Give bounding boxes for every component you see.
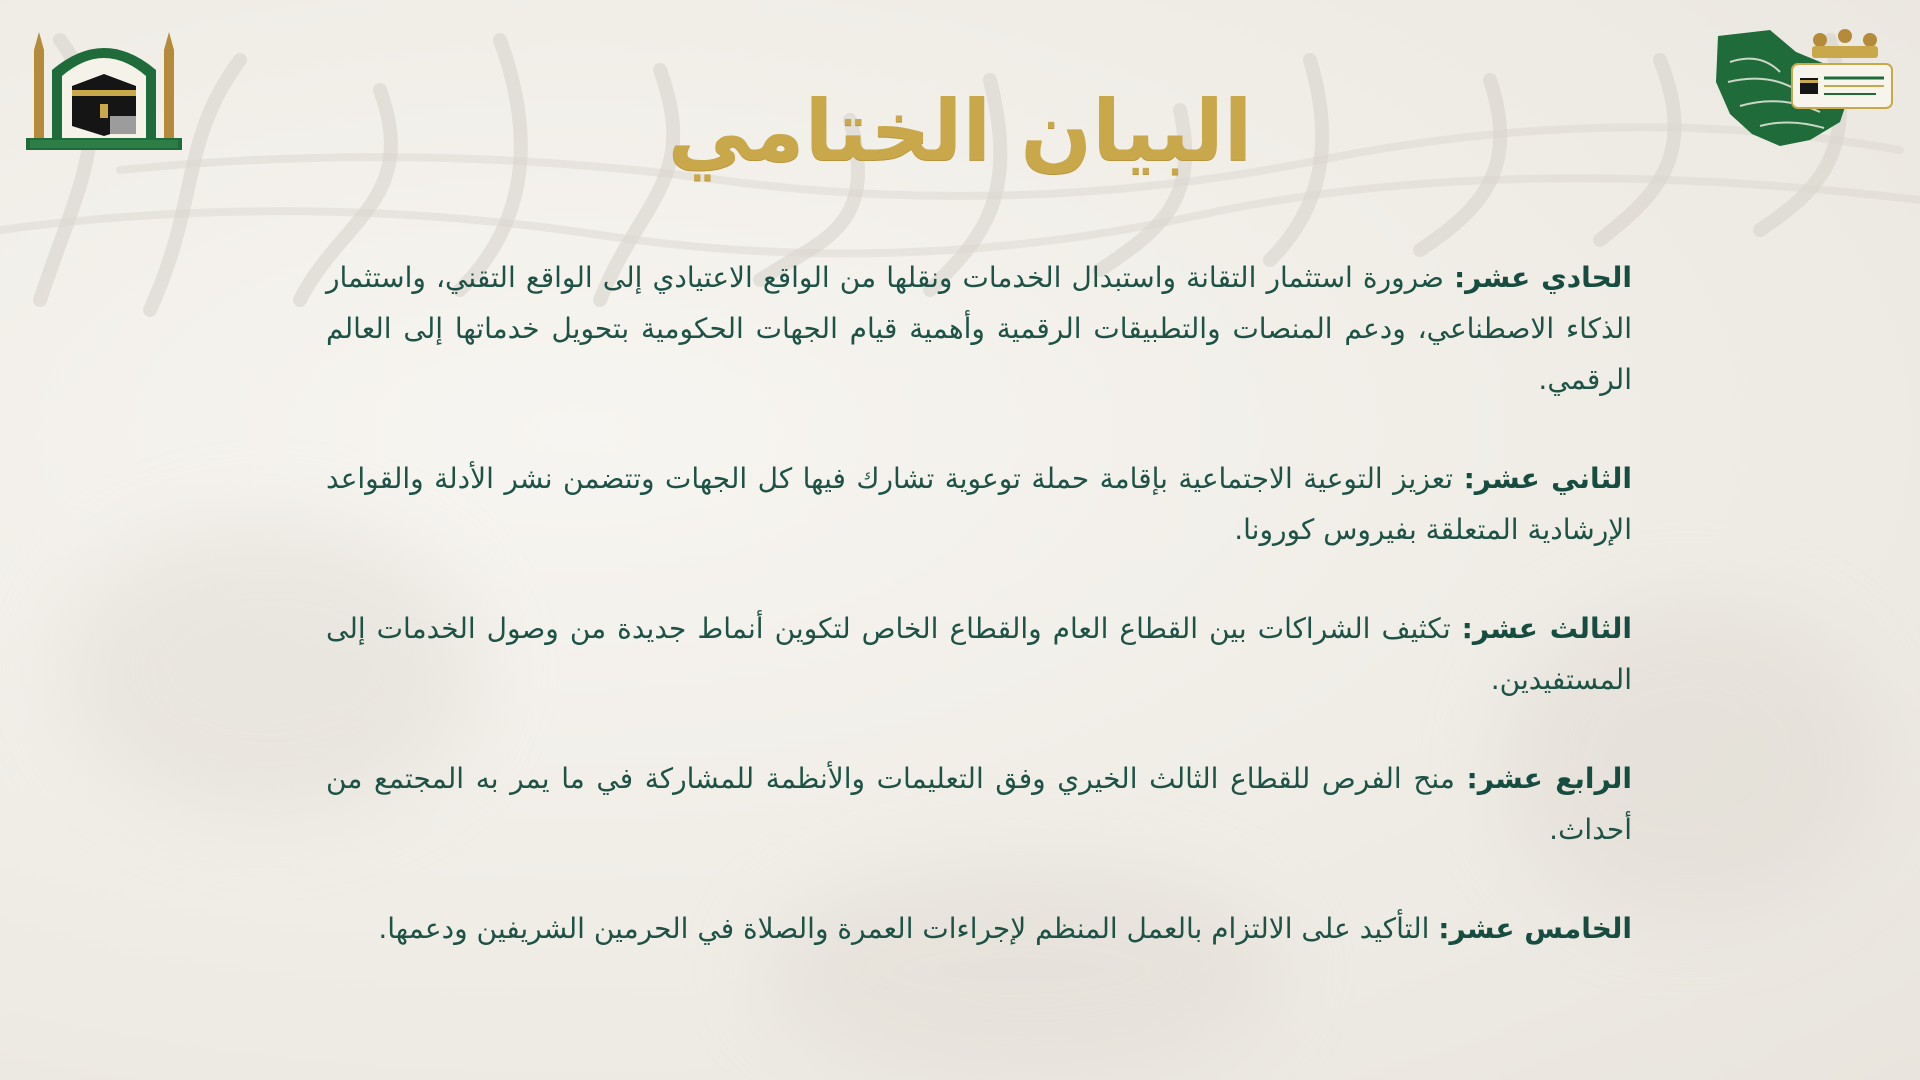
item-lead-label: الثاني عشر: — [1463, 462, 1633, 495]
item-lead-label: الثالث عشر: — [1461, 612, 1632, 645]
statement-item-15 — [326, 903, 1632, 954]
statement-item-14 — [326, 753, 1632, 855]
item-text: تكثيف الشراكات بين القطاع العام والقطاع الخاص لتكوين أنماط جديدة من وصول الخدمات إلى المستفيدين. — [326, 612, 1632, 696]
item-lead-label: الرابع عشر: — [1466, 762, 1633, 795]
item-lead-label: الخامس عشر: — [1438, 912, 1632, 945]
statement-item-12 — [326, 453, 1632, 555]
item-text: منح الفرص للقطاع الثالث الخيري وفق التعليمات والأنظمة للمشاركة في ما يمر به المجتمع من أحداث. — [326, 762, 1632, 846]
statement-list — [326, 252, 1632, 1002]
slide-title: البيان الختامي — [667, 82, 1253, 180]
item-lead-label: الحادي عشر: — [1453, 261, 1632, 294]
statement-item-11 — [326, 252, 1632, 405]
item-text: ضرورة استثمار التقانة واستبدال الخدمات ونقلها من الواقع الاعتيادي إلى الواقع التقني، واستثمار الذكاء الاصطناعي، ودعم المنصات والتطبيقات الرقمية وأهمية قيام الجهات الحكومية بتحويل خدماتها إلى العالم الرقمي. — [326, 261, 1632, 396]
item-text: التأكيد على الالتزام بالعمل المنظم لإجراءات العمرة والصلاة في الحرمين الشريفين ودعمها. — [378, 912, 1430, 945]
statement-item-13 — [326, 603, 1632, 705]
item-text: تعزيز التوعية الاجتماعية بإقامة حملة توعوية تشارك فيها كل الجهات وتتضمن نشر الأدلة والقواعد الإرشادية المتعلقة بفيروس كورونا. — [326, 462, 1632, 546]
